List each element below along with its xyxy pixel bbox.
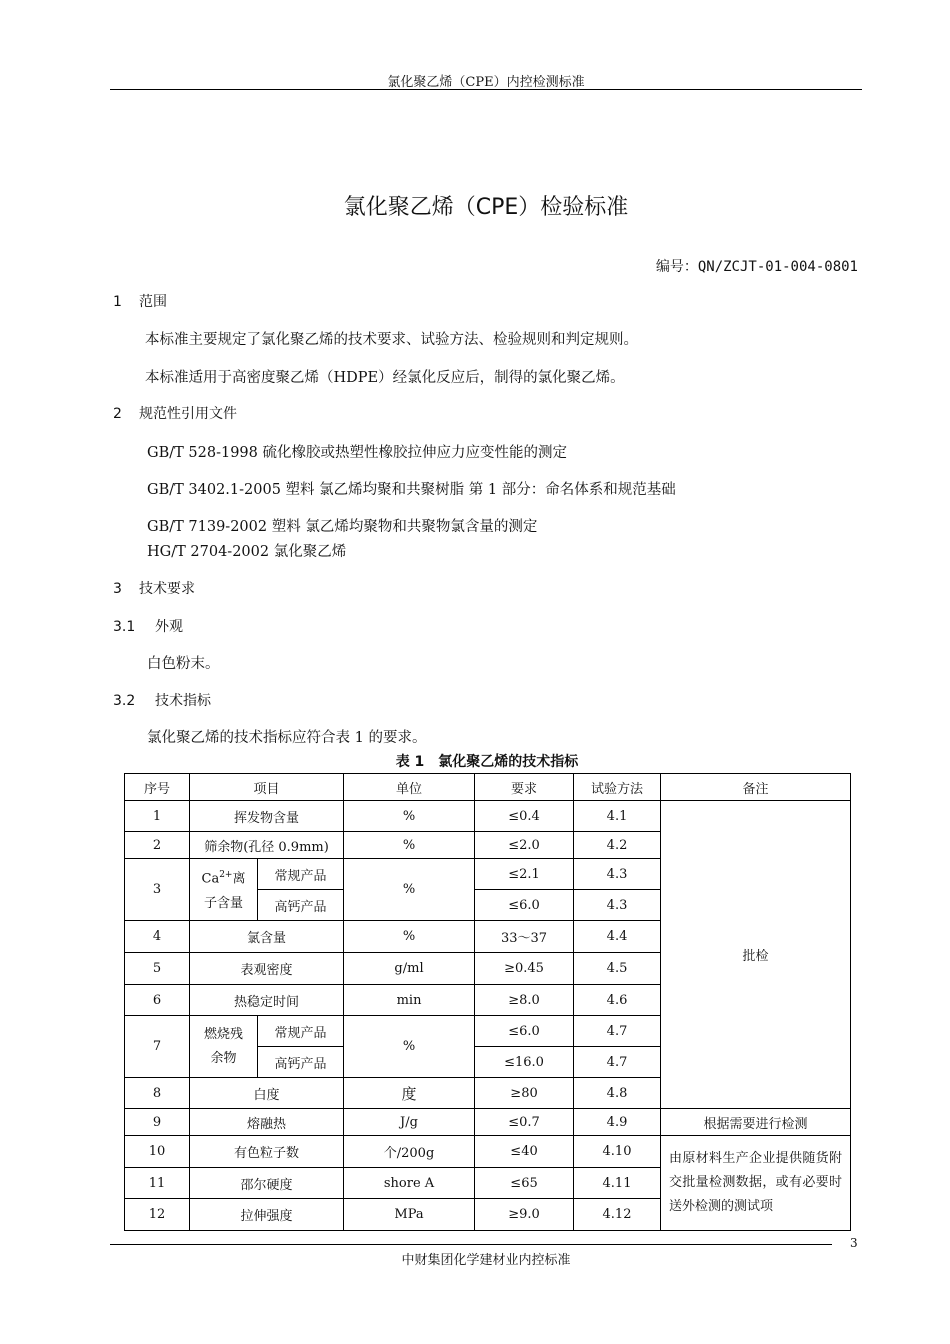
row-number: 9 (125, 1109, 190, 1136)
unit-cell: % (344, 832, 475, 859)
method-cell: 4.3 (574, 890, 661, 921)
unit-cell: 度 (344, 1078, 475, 1109)
item-cell: 有色粒子数 (190, 1136, 344, 1168)
requirement-cell: ≤65 (475, 1168, 574, 1199)
subitem-cell: 常规产品 (258, 859, 344, 890)
item-line-1: 离 (232, 871, 246, 887)
spec-table (124, 773, 851, 1231)
item-line-2: 余物 (210, 1050, 237, 1066)
method-cell: 4.5 (574, 953, 661, 985)
item-line-2: 子含量 (203, 895, 243, 911)
section-number: 3.2 (113, 693, 136, 709)
requirement-cell: ≥8.0 (475, 985, 574, 1016)
row-number: 6 (125, 985, 190, 1016)
requirement-cell: ≤6.0 (475, 890, 574, 921)
requirement-cell: ≥80 (475, 1078, 574, 1109)
footer-rule (110, 1244, 832, 1245)
reference-item: GB/T 7139-2002 塑料 氯乙烯均聚物和共聚物氯含量的测定 (147, 519, 538, 535)
unit-cell: 个/200g (344, 1136, 475, 1168)
item-superscript: 2+ (219, 870, 233, 881)
unit-cell: % (344, 801, 475, 832)
method-cell: 4.11 (574, 1168, 661, 1199)
row-number: 2 (125, 832, 190, 859)
table-row (125, 1109, 851, 1136)
running-footer: 中财集团化学建材业内控标准 (401, 1253, 571, 1268)
table-row (125, 1136, 851, 1168)
note-external-testing: 由原材料生产企业提供随货附交批量检测数据，或有必要时送外检测的测试项 (661, 1136, 851, 1231)
running-header: 氯化聚乙烯（CPE）内控检测标准 (387, 75, 585, 90)
section-number: 2 (113, 406, 122, 422)
row-number: 8 (125, 1078, 190, 1109)
unit-cell: % (344, 859, 475, 921)
method-cell: 4.6 (574, 985, 661, 1016)
method-cell: 4.4 (574, 921, 661, 953)
method-cell: 4.3 (574, 859, 661, 890)
row-number: 10 (125, 1136, 190, 1168)
table-row (125, 801, 851, 832)
section-number: 1 (113, 294, 122, 310)
section-title: 技术要求 (139, 581, 195, 597)
unit-cell: min (344, 985, 475, 1016)
item-cell: 邵尔硬度 (190, 1168, 344, 1199)
reference-item: GB/T 528-1998 硫化橡胶或热塑性橡胶拉伸应力应变性能的测定 (147, 445, 567, 461)
method-cell: 4.12 (574, 1199, 661, 1231)
item-cell: 拉伸强度 (190, 1199, 344, 1231)
item-line-1: 燃烧残 (203, 1026, 243, 1042)
method-cell: 4.1 (574, 801, 661, 832)
header-rule (110, 89, 862, 90)
method-cell: 4.7 (574, 1016, 661, 1047)
requirement-cell: ≤2.0 (475, 832, 574, 859)
item-cell: 挥发物含量 (190, 801, 344, 832)
row-number: 1 (125, 801, 190, 832)
subitem-cell: 高钙产品 (258, 1047, 344, 1078)
subitem-cell: 常规产品 (258, 1016, 344, 1047)
requirement-cell: ≤40 (475, 1136, 574, 1168)
item-cell: 白度 (190, 1078, 344, 1109)
row-number: 7 (125, 1016, 190, 1078)
header-cell: 单位 (344, 774, 475, 801)
requirement-cell: ≤0.7 (475, 1109, 574, 1136)
document-title: 氯化聚乙烯（CPE）检验标准 (343, 195, 629, 220)
requirement-cell: ≤0.4 (475, 801, 574, 832)
unit-cell: shore A (344, 1168, 475, 1199)
row-number: 12 (125, 1199, 190, 1231)
method-cell: 4.9 (574, 1109, 661, 1136)
table-title: 表 1 氯化聚乙烯的技术指标 (395, 754, 579, 770)
section-1-heading (113, 291, 167, 311)
row-number: 3 (125, 859, 190, 921)
requirement-cell: ≥0.45 (475, 953, 574, 985)
paragraph: 本标准主要规定了氯化聚乙烯的技术要求、试验方法、检验规则和判定规则。 (145, 332, 638, 348)
reference-item: HG/T 2704-2002 氯化聚乙烯 (147, 544, 347, 560)
reference-item: GB/T 3402.1-2005 塑料 氯乙烯均聚和共聚树脂 第 1 部分：命名体系和规范基础 (147, 482, 676, 498)
method-cell: 4.10 (574, 1136, 661, 1168)
requirement-cell: ≥9.0 (475, 1199, 574, 1231)
unit-cell: MPa (344, 1199, 475, 1231)
document-number: 编号：QN/ZCJT-01-004-0801 (655, 259, 858, 275)
subitem-cell: 高钙产品 (258, 890, 344, 921)
section-number: 3 (113, 581, 122, 597)
item-cell: 筛余物(孔径 0.9mm) (190, 832, 344, 859)
page-number: 3 (850, 1236, 858, 1250)
paragraph: 氯化聚乙烯的技术指标应符合表 1 的要求。 (147, 730, 427, 746)
note-batch: 批检 (661, 801, 851, 1109)
row-number: 11 (125, 1168, 190, 1199)
row-number: 5 (125, 953, 190, 985)
paragraph: 白色粉末。 (147, 656, 220, 672)
requirement-cell: ≤16.0 (475, 1047, 574, 1078)
section-number: 3.1 (113, 619, 136, 635)
item-prefix: Ca (201, 871, 220, 887)
section-title: 外观 (155, 619, 183, 635)
header-cell: 备注 (661, 774, 851, 801)
note-as-needed: 根据需要进行检测 (661, 1109, 851, 1136)
section-title: 规范性引用文件 (139, 406, 237, 422)
unit-cell: % (344, 1016, 475, 1078)
item-cell (190, 1016, 258, 1078)
unit-cell: g/ml (344, 953, 475, 985)
unit-cell: % (344, 921, 475, 953)
item-cell: 表观密度 (190, 953, 344, 985)
unit-cell: J/g (344, 1109, 475, 1136)
section-title: 技术指标 (155, 693, 211, 709)
item-cell: 熔融热 (190, 1109, 344, 1136)
row-number: 4 (125, 921, 190, 953)
method-cell: 4.7 (574, 1047, 661, 1078)
header-cell: 试验方法 (574, 774, 661, 801)
requirement-cell: ≤6.0 (475, 1016, 574, 1047)
requirement-cell: 33～37 (475, 921, 574, 953)
paragraph: 本标准适用于高密度聚乙烯（HDPE）经氯化反应后，制得的氯化聚乙烯。 (145, 370, 625, 386)
table-header-row (125, 774, 851, 801)
requirement-cell: ≤2.1 (475, 859, 574, 890)
method-cell: 4.8 (574, 1078, 661, 1109)
section-2-heading (113, 403, 237, 423)
header-cell: 序号 (125, 774, 190, 801)
header-cell: 项目 (190, 774, 344, 801)
header-cell: 要求 (475, 774, 574, 801)
item-cell (190, 859, 258, 921)
method-cell: 4.2 (574, 832, 661, 859)
section-3-1-heading (113, 616, 183, 636)
section-3-heading (113, 578, 195, 598)
item-cell: 热稳定时间 (190, 985, 344, 1016)
section-title: 范围 (139, 294, 167, 310)
section-3-2-heading (113, 690, 211, 710)
item-cell: 氯含量 (190, 921, 344, 953)
